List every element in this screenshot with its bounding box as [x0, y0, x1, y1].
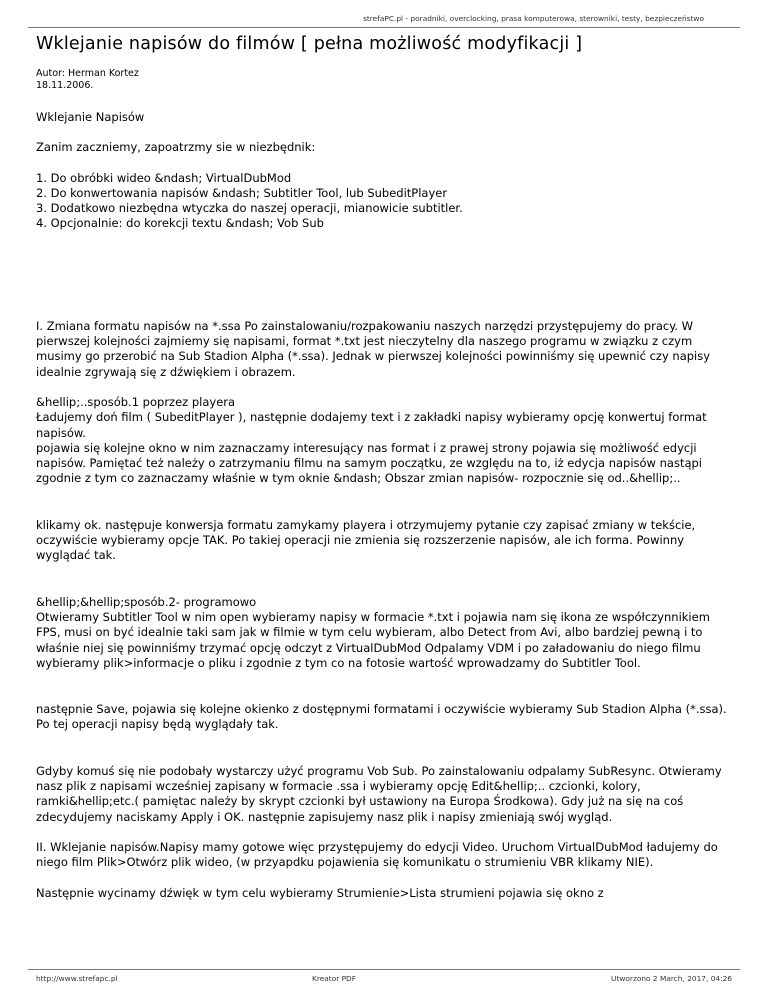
section-heading: Wklejanie Napisów [36, 110, 145, 124]
method2-text: Otwieramy Subtitler Tool w nim open wybieramy napisy w formacie *.txt i pojawia nam się ikona ze współczynnikiem FPS, musi on być idealnie taki sam jak w filmie w tym celu wybieram, albo Detect from Avi, albo bardziej pewną i to właśnie niej się powinniśmy trzymać opcję odczyt z VirtualDubMod Odpalamy VDM i po załadowaniu do niego filmu wybieramy plik>informacje o pliku i zgodnie z tym co na fotosie wartość wprowadzamy do Subtitler Tool. [36, 609, 710, 670]
vobsub-paragraph: Gdyby komuś się nie podobały wystarczy użyć programu Vob Sub. Po zainstalowaniu odpalamy SubResync. Otwieramy nasz plik z napisami wcześniej zapisany w formacie .ssa i wybieramy opcję Edit&hellip;.. czcionki, kolory, ramki&hellip;etc.( pamiętac należy by skrypt czcionki był ustawiony na Europa Środkowa). Gdy już na się na coś zdecydujemy naciskamy Apply i OK. następnie zapisujemy nasz plik i napisy zmieniają swój wygląd. [36, 763, 722, 824]
last-paragraph: Następnie wycinamy dźwięk w tym celu wybieramy Strumienie>Lista strumieni pojawia się okno z [36, 885, 604, 900]
footer-created: Utworzono 2 March, 2017, 04:26 [611, 974, 732, 983]
site-tagline: strefaPC.pl - poradniki, overclocking, prasa komputerowa, sterowniki, testy, bezpieczeństwo [363, 14, 704, 23]
intro-paragraph: Zanim zaczniemy, zapoatrzmy sie w niezbędnik: [36, 140, 316, 155]
list-item: 2. Do konwertowania napisów &ndash; Subtitler Tool, lub SubeditPlayer [36, 185, 448, 200]
date-line: 18.11.2006. [36, 80, 94, 91]
method2-after2: Po tej operacji napisy będą wyglądały tak. [36, 717, 279, 732]
requirements-list [36, 171, 732, 232]
section1-paragraph: I. Zmiana formatu napisów na *.ssa Po zainstalowaniu/rozpakowaniu naszych narzędzi przystępujemy do pracy. W pierwszej kolejności zajmiemy się napisami, format *.txt jest nieczytelny dla naszego programu w związku z czym musimy go przerobić na Sub Stadion Alpha (*.ssa). Jednak w pierwszej kolejności powinniśmy się upewnić czy napisy idealnie zgrywają się z dźwiękiem i obrazem. [36, 318, 711, 379]
list-item: 3. Dodatkowo niezbędna wtyczka do naszej operacji, mianowicie subtitler. [36, 201, 463, 216]
list-item: 1. Do obróbki wideo &ndash; VirtualDubMod [36, 170, 292, 185]
article-title: Wklejanie napisów do filmów [ pełna możliwość modyfikacji ] [36, 34, 583, 54]
section2-paragraph: II. Wklejanie napisów.Napisy mamy gotowe więc przystępujemy do edycji Video. Uruchom VirtualDubMod ładujemy do niego film Plik>Otwórz plik wideo, (w przyapdku pojawienia się komunikatu o strumieniu VBR klikamy NIE). [36, 839, 718, 870]
method1-after: klikamy ok. następuje konwersja formatu zamykamy playera i otrzymujemy pytanie czy zapisać zmiany w tekście, oczywiście wybieramy opcje TAK. Po takiej operacji nie zmienia się rozszerzenie napisów, ale ich forma. Powinny wyglądać tak. [36, 517, 696, 563]
method2-title: &hellip;&hellip;sposób.2- programowo [36, 594, 257, 609]
header-divider [28, 27, 740, 28]
footer-url: http://www.strefapc.pl [36, 974, 118, 983]
list-item: 4. Opcjonalnie: do korekcji textu &ndash; Vob Sub [36, 216, 324, 231]
article-meta [36, 68, 139, 92]
author-line: Autor: Herman Kortez [36, 68, 139, 79]
method2-after1: następnie Save, pojawia się kolejne okienko z dostępnymi formatami i oczywiście wybieramy Sub Stadion Alpha (*.ssa). [36, 702, 727, 717]
footer-creator: Kreator PDF [312, 974, 357, 983]
method1-title: &hellip;..sposób.1 poprzez playera [36, 394, 236, 409]
footer-divider [28, 969, 740, 970]
method1-line1: Ładujemy doń film ( SubeditPlayer ), następnie dodajemy text i z zakładki napisy wybieramy opcję konwertuj format napisów. [36, 410, 707, 440]
method1-line2: pojawia się kolejne okno w nim zaznaczamy interesujący nas format i z prawej strony pojawia się możliwość edycji napisów. Pamiętać też należy o zatrzymaniu filmu na samym początku, ze względu na to, iż edycja napisów nastąpi zgodnie z tym co zaznaczamy właśnie w tym oknie &ndash; Obszar zmian napisów- rozpocznie się od..&hellip;.. [36, 440, 702, 486]
article-body [36, 110, 732, 901]
